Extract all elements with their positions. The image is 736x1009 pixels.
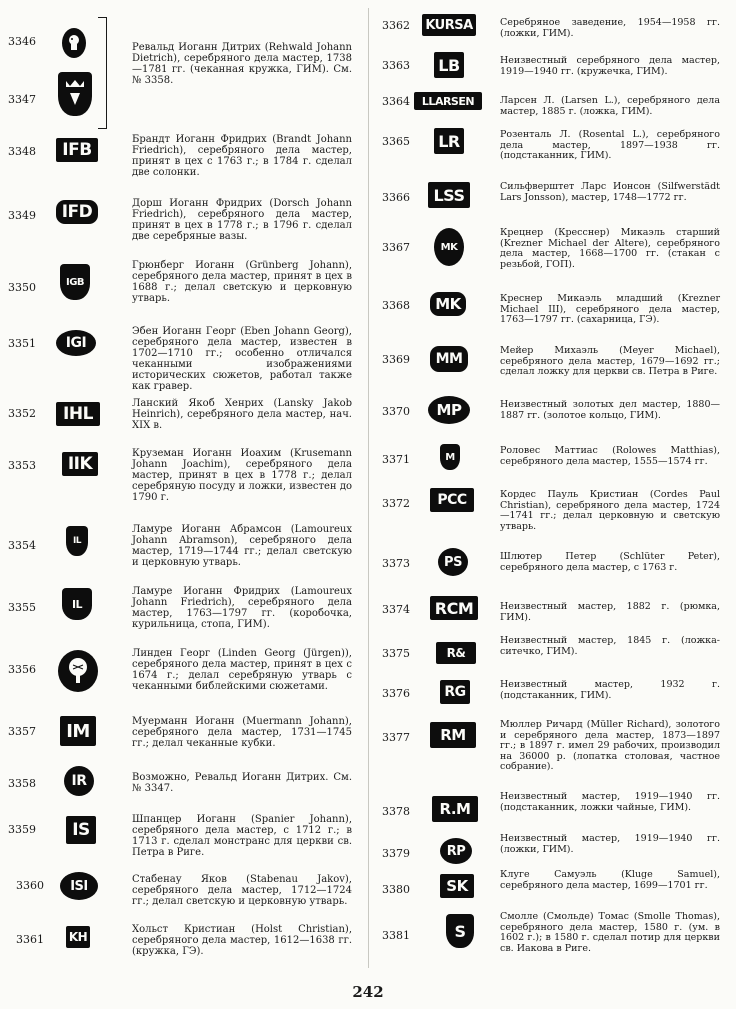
maker-mark: IS: [66, 816, 96, 844]
maker-mark: IFB: [56, 138, 98, 162]
tree-icon: [58, 650, 98, 692]
maker-mark: LLARSEN: [414, 92, 482, 110]
maker-mark: S: [446, 914, 474, 948]
column-divider: [368, 8, 369, 968]
maker-mark: R.M: [432, 796, 478, 822]
maker-mark: KH: [66, 926, 90, 948]
entry-number: 3362: [382, 19, 410, 32]
entry-description: Креснер Микаэль младший (Krezner Michael III), серебряного дела мастер, 1763—1797 гг. (сахарница, ГЭ).: [500, 293, 720, 325]
entry-description: Ламуре Иоганн Абрамсон (Lamoureux Johann Abramson), серебряного дела мастер, 1719—1744 гг.; делал светскую и церковную утварь.: [132, 524, 352, 568]
maker-mark: ISI: [60, 872, 98, 900]
entry-number: 3353: [8, 459, 36, 472]
entry-description: Ланский Якоб Хенрих (Lansky Jakob Heinrich), серебряного дела мастер, нач. XIX в.: [132, 398, 352, 431]
maker-mark: LR: [434, 128, 464, 154]
entry-number: 3351: [8, 337, 36, 350]
entry-number: 3367: [382, 241, 410, 254]
maker-mark: IGI: [56, 330, 96, 356]
entry-number: 3361: [16, 933, 44, 946]
entry-number: 3380: [382, 883, 410, 896]
maker-mark: M: [440, 444, 460, 470]
entry-number: 3366: [382, 191, 410, 204]
entry-description: Неизвестный серебряного дела мастер, 1919—1940 гг. (кружечка, ГИМ).: [500, 55, 720, 77]
maker-mark: KURSA: [422, 14, 476, 36]
entry-description: Крецнер (Кресснер) Микаэль старший (Krezner Michael der Altere), серебряного дела мастер, 1668—1700 гг. (стакан с резьбой, ГОП).: [500, 227, 720, 270]
entry-description: Серебряное заведение, 1954—1958 гг. (ложки, ГИМ).: [500, 17, 720, 39]
bracket-3346-3347: [98, 17, 107, 129]
entry-number: 3377: [382, 731, 410, 744]
maker-mark: IL: [66, 526, 88, 556]
entry-description: Неизвестный мастер, 1882 г. (рюмка, ГИМ).: [500, 601, 720, 623]
entry-number: 3359: [8, 823, 36, 836]
entry-number: 3374: [382, 603, 410, 616]
entry-number: 3346: [8, 35, 36, 48]
maker-mark: IGB: [60, 264, 90, 300]
entry-description: Неизвестный мастер, 1932 г. (подстаканник, ГИМ).: [500, 679, 720, 701]
maker-mark: MK: [434, 228, 464, 266]
entry-description: Кордес Пауль Кристиан (Cordes Paul Christian), серебряного дела мастер, 1724—1741 гг.; делал церковную и светскую утварь.: [500, 489, 720, 532]
maker-mark: RCM: [430, 596, 478, 620]
entry-number: 3370: [382, 405, 410, 418]
entry-description: Неизвестный мастер, 1845 г. (ложка-ситечко, ГИМ).: [500, 635, 720, 657]
entry-number: 3371: [382, 453, 410, 466]
entry-number: 3360: [16, 879, 44, 892]
entry-number: 3364: [382, 95, 410, 108]
entry-number: 3355: [8, 601, 36, 614]
entry-description: Роловес Маттиас (Rolowes Matthias), серебряного дела мастер, 1555—1574 гг.: [500, 445, 720, 467]
entry-number: 3369: [382, 353, 410, 366]
entry-number: 3363: [382, 59, 410, 72]
entry-number: 3349: [8, 209, 36, 222]
entry-number: 3350: [8, 281, 36, 294]
entry-description: Шпанцер Иоганн (Spanier Johann), серебряного дела мастер, с 1712 г.; в 1713 г. сделал монстранс для церкви св. Петра в Риге.: [132, 814, 352, 858]
page-number: 242: [352, 983, 384, 1001]
maker-mark: IM: [60, 716, 96, 746]
crowned-shield-icon: [58, 72, 92, 116]
maker-mark: MK: [430, 292, 466, 316]
maker-mark: R&: [436, 642, 476, 664]
entry-description: Неизвестный золотых дел мастер, 1880—1887 гг. (золотое кольцо, ГИМ).: [500, 399, 720, 421]
entry-description: Клуге Самуэль (Kluge Samuel), серебряного дела мастер, 1699—1701 гг.: [500, 869, 720, 891]
entry-description: Грюнберг Иоганн (Grünberg Johann), серебряного дела мастер, принят в цех в 1688 г.; делал светскую и церковную утварь.: [132, 260, 352, 304]
entry-number: 3372: [382, 497, 410, 510]
entry-number: 3354: [8, 539, 36, 552]
entry-description: Ларсен Л. (Larsen L.), серебряного дела мастер, 1885 г. (ложка, ГИМ).: [500, 95, 720, 117]
maker-mark: LSS: [428, 182, 470, 208]
entry-number: 3379: [382, 847, 410, 860]
entry-number: 3368: [382, 299, 410, 312]
entry-number: 3378: [382, 805, 410, 818]
maker-mark: IHL: [56, 402, 100, 426]
maker-mark: RP: [440, 838, 472, 864]
maker-mark: IFD: [56, 200, 98, 224]
entry-description: Возможно, Ревальд Иоганн Дитрих. См. № 3347.: [132, 772, 352, 794]
maker-mark: PS: [438, 548, 468, 576]
maker-mark: IIK: [62, 452, 98, 476]
entry-description: Неизвестный мастер, 1919—1940 гг. (подстаканник, ложки чайные, ГИМ).: [500, 791, 720, 813]
entry-number: 3373: [382, 557, 410, 570]
entry-number: 3365: [382, 135, 410, 148]
entry-description: Муерманн Иоганн (Muermann Johann), серебряного дела мастер, 1731—1745 гг.; делал чеканные кубки.: [132, 716, 352, 749]
entry-description: Ревальд Иоганн Дитрих (Rehwald Johann Dietrich), серебряного дела мастер, 1738—1781 гг. (чеканная кружка, ГИМ). См. № 3358.: [132, 42, 352, 86]
maker-mark: IR: [64, 766, 94, 796]
entry-number: 3352: [8, 407, 36, 420]
maker-mark: MM: [430, 346, 468, 372]
entry-description: Хольст Кристиан (Holst Christian), серебряного дела мастер, 1612—1638 гг. (кружка, ГЭ).: [132, 924, 352, 957]
entry-description: Ламуре Иоганн Фридрих (Lamoureux Johann Friedrich), серебряного дела мастер, 1763—1797 гг. (коробочка, курильница, стопа, ГИМ).: [132, 586, 352, 630]
entry-number: 3358: [8, 777, 36, 790]
entry-description: Круземан Иоганн Иоахим (Krusemann Johann Joachim), серебряного дела мастер, принят в цех в 1778 г.; делал серебряную посуду и ложки, известен до 1790 г.: [132, 448, 352, 503]
entry-description: Эбен Иоганн Георг (Eben Johann Georg), серебряного дела мастер, известен в 1702—1710 гг.; особенно отличался чеканными изображениями исторических сюжетов, работал также как гравер.: [132, 326, 352, 392]
entry-description: Мюллер Ричард (Müller Richard), золотого и серебряного дела мастер, 1873—1897 гг.; в 1897 г. имел 29 рабочих, производил на 36000 р. (лопатка столовая, частное собрание).: [500, 719, 720, 772]
entry-description: Брандт Иоганн Фридрих (Brandt Johann Friedrich), серебряного дела мастер, принят в цех с 1763 г.; в 1784 г. сделал две солонки.: [132, 134, 352, 178]
entry-description: Неизвестный мастер, 1919—1940 гг. (ложки, ГИМ).: [500, 833, 720, 855]
maker-mark: MP: [428, 396, 470, 424]
maker-mark: SK: [440, 874, 474, 898]
entry-number: 3356: [8, 663, 36, 676]
maker-mark: RM: [430, 722, 476, 748]
maker-mark: PCC: [430, 488, 474, 512]
maker-mark: LB: [434, 52, 464, 78]
entry-description: Розенталь Л. (Rosental L.), серебряного дела мастер, 1897—1938 гг. (подстаканник, ГИМ).: [500, 129, 720, 161]
head-profile-icon: [62, 28, 86, 58]
entry-number: 3348: [8, 145, 36, 158]
entry-number: 3357: [8, 725, 36, 738]
entry-number: 3375: [382, 647, 410, 660]
entry-number: 3381: [382, 929, 410, 942]
entry-description: Сильфверштет Ларс Ионсон (Silfwerstädt Lars Jonsson), мастер, 1748—1772 гг.: [500, 181, 720, 203]
maker-mark: RG: [440, 680, 470, 704]
maker-mark: IL: [62, 588, 92, 620]
entry-number: 3347: [8, 93, 36, 106]
entry-description: Шлютер Петер (Schlüter Peter), серебряного дела мастер, с 1763 г.: [500, 551, 720, 573]
entry-description: Стабенау Яков (Stabenau Jakov), серебряного дела мастер, 1712—1724 гг.; делал светскую и церковную утварь.: [132, 874, 352, 907]
entry-description: Мейер Михаэль (Meyer Michael), серебряного дела мастер, 1679—1692 гг.; сделал ложку для церкви св. Петра в Риге.: [500, 345, 720, 377]
entry-description: Дорш Иоганн Фридрих (Dorsch Johann Friedrich), серебряного дела мастер, принят в цех в 1778 г.; в 1796 г. сделал две серебряные вазы.: [132, 198, 352, 242]
entry-description: Смолле (Смольде) Томас (Smolle Thomas), серебряного дела мастер, 1580 г. (ум. в 1602 г.); в 1580 г. сделал потир для церкви св. Иакова в Риге.: [500, 911, 720, 954]
entry-description: Линден Георг (Linden Georg (Jürgen)), серебряного дела мастер, принят в цех с 1674 г.; делал серебряную утварь с чеканными библейскими сюжетами.: [132, 648, 352, 692]
entry-number: 3376: [382, 687, 410, 700]
